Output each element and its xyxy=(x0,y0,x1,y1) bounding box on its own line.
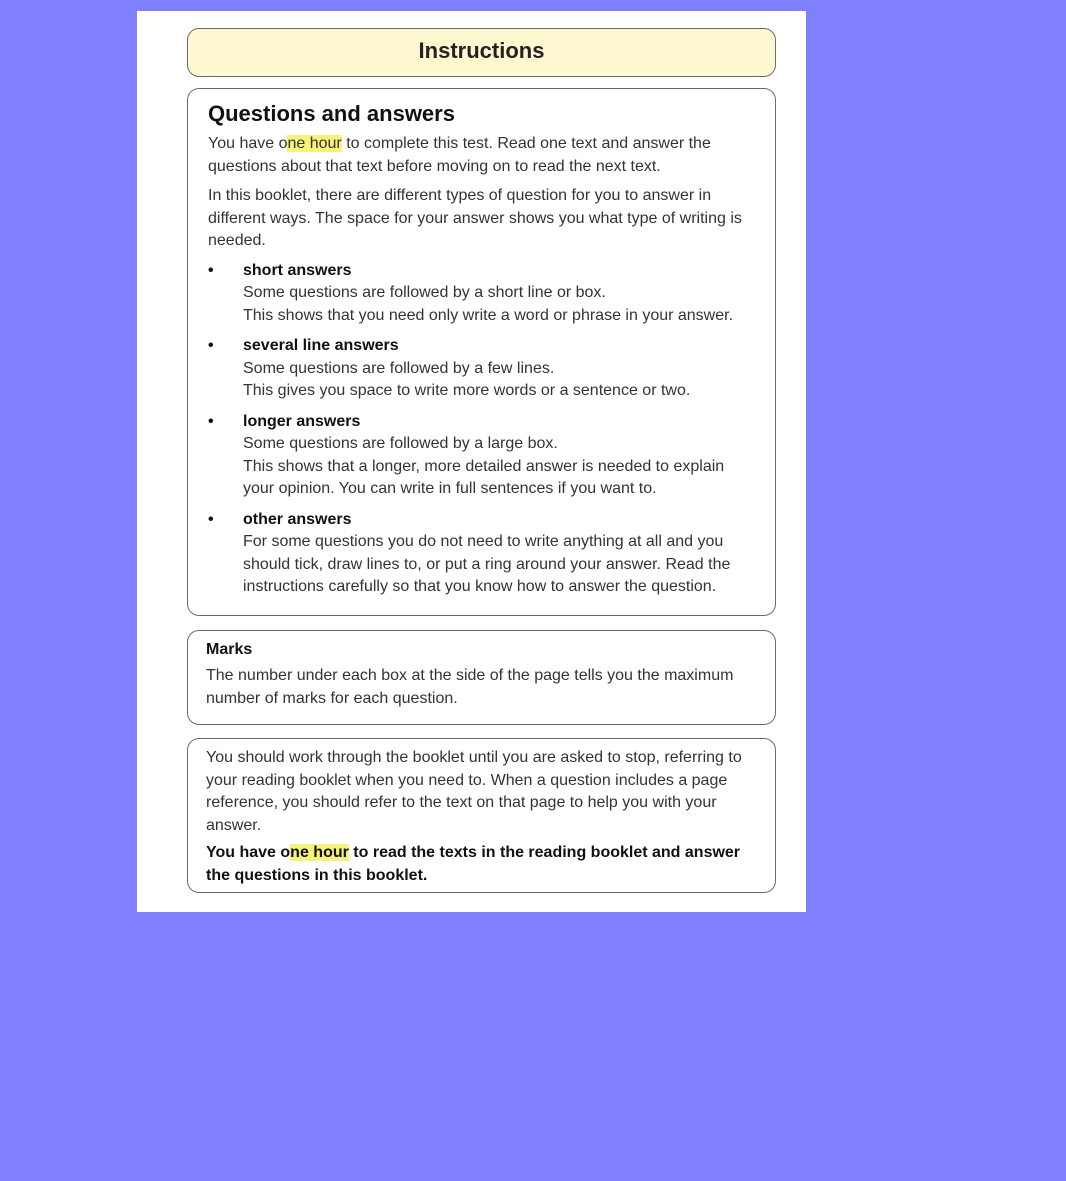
questions-and-answers-box xyxy=(187,88,776,616)
qa-intro xyxy=(208,133,755,178)
work-text: You should work through the booklet until you are asked to stop, referring to your reading booklet when you need to. When a question includes a page reference, you should refer to the text on that page to help you with your answer. xyxy=(206,749,742,834)
highlight-one-hour: ne hour xyxy=(287,135,342,152)
marks-box xyxy=(187,630,776,725)
marks-title: Marks xyxy=(206,641,253,658)
list-item-other-answers xyxy=(208,509,755,599)
list-item-several-line-answers xyxy=(208,335,755,403)
bullet-icon: • xyxy=(208,261,214,279)
qa-paragraph-types: In this booklet, there are different types of question for you to answer in different ways. The space for your answer shows you what type of writing is needed. xyxy=(208,187,742,249)
bullet-icon: • xyxy=(208,412,214,430)
list-item-short-answers xyxy=(208,260,755,328)
time-limit-start: You have o xyxy=(206,844,291,861)
time-limit-text xyxy=(206,842,757,887)
answer-types-list xyxy=(208,260,755,599)
item-line: This shows that a longer, more detailed answer is needed to explain your opinion. You can write in full sentences if you want to. xyxy=(243,457,725,497)
bullet-icon: • xyxy=(208,510,214,528)
item-line: Some questions are followed by a large box. xyxy=(243,435,558,452)
item-line: Some questions are followed by a few lines. xyxy=(243,359,555,377)
bullet-icon: • xyxy=(208,337,214,354)
highlight-one-hour: ne hour xyxy=(290,844,349,861)
instructions-page xyxy=(137,11,806,912)
time-limit-end: to read the texts in the reading booklet and answer the questions in this booklet. xyxy=(206,844,741,884)
item-title: longer answers xyxy=(243,412,361,430)
item-title: other answers xyxy=(243,510,352,528)
item-title: several line answers xyxy=(243,337,399,354)
working-instructions-box xyxy=(187,738,776,893)
item-line: For some questions you do not need to write anything at all and you should tick, draw lines to, or put a ring around your answer. Read the instructions carefully so that you know how to answer the question. xyxy=(243,533,731,595)
list-item-longer-answers xyxy=(208,411,755,501)
instructions-title: Instructions xyxy=(418,38,545,63)
instructions-title-box xyxy=(187,28,776,77)
marks-text: The number under each box at the side of the page tells you the maximum number of marks for each question. xyxy=(206,667,734,707)
qa-intro-end: to complete this test. Read one text and answer the questions about that text before moving on to read the next text. xyxy=(208,135,711,175)
item-line: This shows that you need only write a word or phrase in your answer. xyxy=(243,306,734,324)
item-line: This gives you space to write more words or a sentence or two. xyxy=(243,382,691,399)
item-line: Some questions are followed by a short line or box. xyxy=(243,284,606,301)
qa-heading: Questions and answers xyxy=(208,101,455,126)
qa-intro-start: You have o xyxy=(208,135,288,152)
item-title: short answers xyxy=(243,261,352,279)
